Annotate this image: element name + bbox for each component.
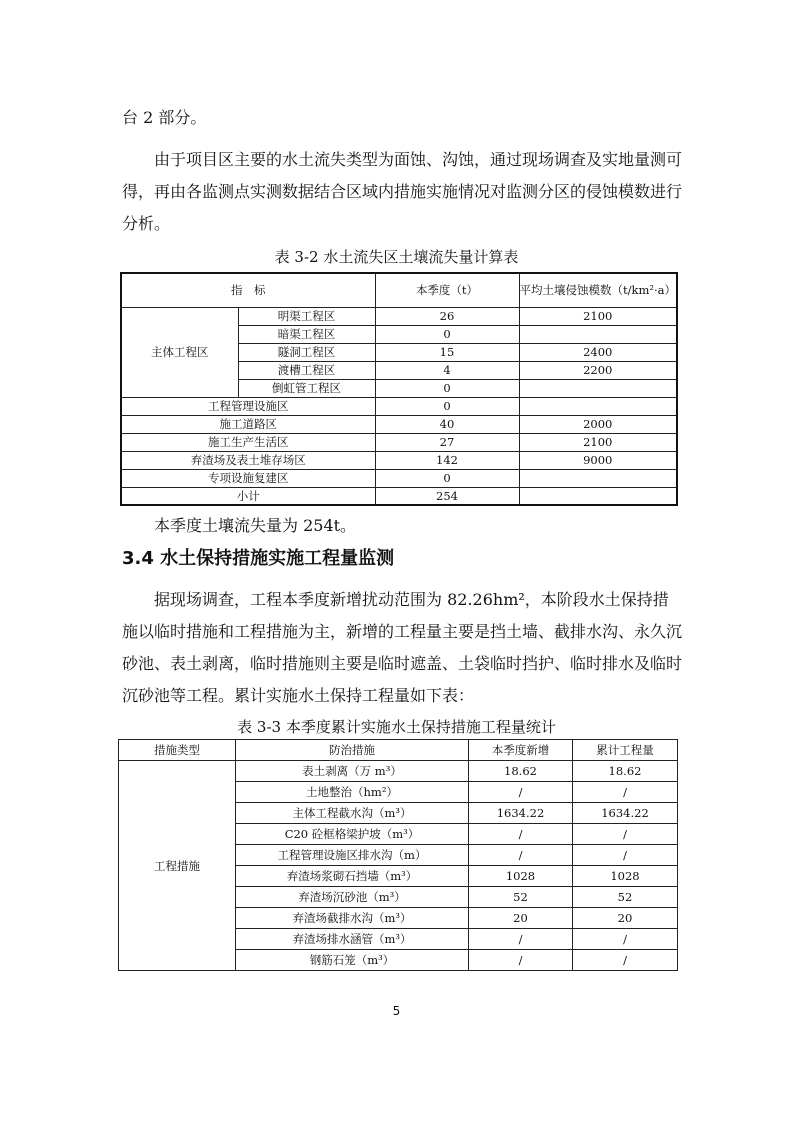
total-value-cell: 1028 [573,866,678,887]
total-value-cell: / [573,929,678,950]
quarter-value-cell: 15 [375,343,519,361]
modulus-value-cell: 2100 [519,307,677,325]
page-number: 5 [392,1004,401,1018]
paragraph-measures: 据现场调查，工程本季度新增扰动范围为 82.26hm²，本阶段水土保持措施以临时措施和工程措施为主，新增的工程量主要是挡土墙、截排水沟、永久沉砂池、表土剥离，临时措施则主要是临时遮盖、土袋临时挡护、临时排水及临时沉砂池等工程。累计实施水土保持工程量如下表： [122,590,683,705]
quarter-value-cell: 4 [375,361,519,379]
table-row [121,487,677,505]
modulus-value-cell: 2000 [519,415,677,433]
quarter-value-cell: 254 [375,487,519,505]
paragraph-erosion-analysis: 由于项目区主要的水土流失类型为面蚀、沟蚀，通过现场调查及实地量测可得，再由各监测点实测数据结合区域内措施实施情况对监测分区的侵蚀模数进行分析。 [122,150,683,233]
modulus-value-cell [519,325,677,343]
header-type: 措施类型 [119,740,236,761]
paragraph-total-loss: 本季度土壤流失量为 254t。 [154,516,357,535]
quarter-value-cell: 142 [375,451,519,469]
quarter-value-cell: 0 [375,379,519,397]
soil-loss-table [120,272,678,506]
quarter-value-cell: 0 [375,469,519,487]
measure-name-cell: 弃渣场排水涵管（m³） [236,929,469,950]
measure-name-cell: C20 砼框格梁护坡（m³） [236,824,469,845]
group-label-cell: 主体工程区 [121,307,238,397]
measure-name-cell: 表土剥离（万 m³） [236,761,469,782]
total-value-cell: 20 [573,908,678,929]
header-total: 累计工程量 [573,740,678,761]
modulus-value-cell [519,487,677,505]
quarter-value-cell: 40 [375,415,519,433]
new-value-cell: / [469,929,573,950]
table-row [121,469,677,487]
total-value-cell: 18.62 [573,761,678,782]
zone-name-cell: 渡槽工程区 [238,361,375,379]
header-indicator: 指 标 [121,273,375,307]
total-value-cell: 1634.22 [573,803,678,824]
measure-name-cell: 主体工程截水沟（m³） [236,803,469,824]
total-value-cell: / [573,782,678,803]
new-value-cell: / [469,845,573,866]
zone-name-cell: 施工道路区 [121,415,375,433]
zone-name-cell: 暗渠工程区 [238,325,375,343]
table-header-row [121,273,677,307]
total-value-cell: 52 [573,887,678,908]
modulus-value-cell [519,397,677,415]
header-quarter: 本季度（t） [375,273,519,307]
new-value-cell: / [469,950,573,971]
paragraph-continuation: 台 2 部分。 [122,108,207,127]
measure-name-cell: 弃渣场截排水沟（m³） [236,908,469,929]
table-row [121,397,677,415]
new-value-cell: 52 [469,887,573,908]
measure-name-cell: 弃渣场浆砌石挡墙（m³） [236,866,469,887]
zone-name-cell: 弃渣场及表土堆存场区 [121,451,375,469]
new-value-cell: / [469,782,573,803]
modulus-value-cell: 2200 [519,361,677,379]
table-row [121,433,677,451]
table-row [121,415,677,433]
zone-name-cell: 小计 [121,487,375,505]
zone-name-cell: 明渠工程区 [238,307,375,325]
table-row [121,307,677,325]
table-3-3-caption: 表 3-3 本季度累计实施水土保持措施工程量统计 [237,718,556,736]
quarter-value-cell: 0 [375,325,519,343]
table-row [121,451,677,469]
header-modulus: 平均土壤侵蚀模数（t/km²·a） [519,273,677,307]
quarter-value-cell: 26 [375,307,519,325]
new-value-cell: 18.62 [469,761,573,782]
modulus-value-cell: 2100 [519,433,677,451]
table-3-2-caption: 表 3-2 水土流失区土壤流失量计算表 [274,248,519,266]
header-new: 本季度新增 [469,740,573,761]
header-measure: 防治措施 [236,740,469,761]
measures-table [118,739,678,971]
zone-name-cell: 隧洞工程区 [238,343,375,361]
new-value-cell: / [469,824,573,845]
table-row [119,761,678,782]
modulus-value-cell: 9000 [519,451,677,469]
quarter-value-cell: 0 [375,397,519,415]
new-value-cell: 1028 [469,866,573,887]
modulus-value-cell [519,469,677,487]
quarter-value-cell: 27 [375,433,519,451]
measure-name-cell: 弃渣场沉砂池（m³） [236,887,469,908]
zone-name-cell: 专项设施复建区 [121,469,375,487]
section-heading: 3.4 水土保持措施实施工程量监测 [122,548,395,569]
new-value-cell: 1634.22 [469,803,573,824]
new-value-cell: 20 [469,908,573,929]
measure-name-cell: 土地整治（hm²） [236,782,469,803]
group-label-cell: 工程措施 [119,761,236,971]
total-value-cell: / [573,824,678,845]
modulus-value-cell: 2400 [519,343,677,361]
measure-name-cell: 工程管理设施区排水沟（m） [236,845,469,866]
zone-name-cell: 施工生产生活区 [121,433,375,451]
modulus-value-cell [519,379,677,397]
table-header-row [119,740,678,761]
total-value-cell: / [573,845,678,866]
total-value-cell: / [573,950,678,971]
zone-name-cell: 倒虹管工程区 [238,379,375,397]
measure-name-cell: 钢筋石笼（m³） [236,950,469,971]
zone-name-cell: 工程管理设施区 [121,397,375,415]
